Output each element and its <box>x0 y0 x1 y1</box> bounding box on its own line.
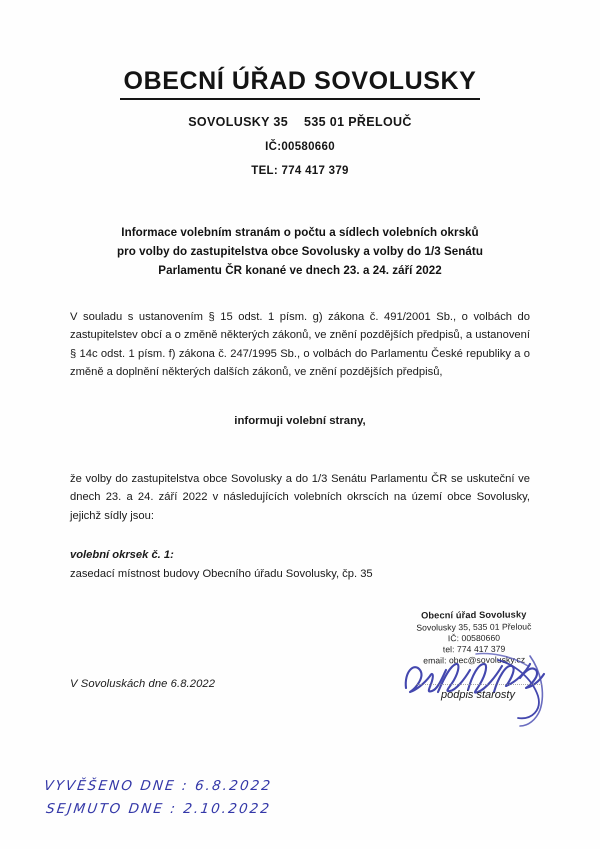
signature-area <box>380 648 580 728</box>
organization-ico: IČ:00580660 <box>265 141 335 153</box>
polling-district-label: volební okrsek č. 1: <box>70 549 174 561</box>
organization-title: OBECNÍ ÚŘAD SOVOLUSKY <box>120 68 481 100</box>
organization-address <box>0 115 600 129</box>
place-and-date: V Sovoluskách dne 6.8.2022 <box>70 678 216 690</box>
signature-caption: podpis starosty <box>441 689 515 701</box>
removed-date-note: SEJMUTO DNE : 2.10.2022 <box>45 801 272 818</box>
legal-basis-paragraph: V souladu s ustanovením § 15 odst. 1 písm. g) zákona č. 491/2001 Sb., o volbách do zastupitelstev obcí a o změně některých zákonů, ve znění pozdějších předpisů, a ustanovení § 14c odst. 1 písm. f) zákona č. 247/1995 Sb., o volbách do Parlamentu České republiky a o změně a doplnění některých dalších zákonů, ve znění pozdějších předpisů, <box>70 311 530 379</box>
stamp-organization-name: Obecní úřad Sovolusky <box>420 609 527 621</box>
heading-line-3: Parlamentu ČR konané ve dnech 23. a 24. září 2022 <box>158 263 442 277</box>
address-street: SOVOLUSKY 35 <box>188 115 289 129</box>
handwritten-signature-icon <box>380 648 580 728</box>
signature-rule <box>416 684 542 685</box>
letterhead <box>0 68 600 177</box>
stamp-tel: tel: 774 417 379 <box>442 643 506 655</box>
posted-date-note: VYVĚŠENO DNE : 6.8.2022 <box>43 778 273 794</box>
stamp-address: Sovolusky 35, 535 01 Přelouč <box>416 621 532 633</box>
posting-record-notes <box>44 775 272 821</box>
stamp-email: email: obec@sovolusky.cz <box>423 654 526 666</box>
heading-line-1: Informace volebním stranám o počtu a sídlech volebních okrsků <box>121 226 479 239</box>
document-heading <box>70 224 530 280</box>
polling-district-location: zasedací místnost budovy Obecního úřadu Sovolusky, čp. 35 <box>70 567 373 580</box>
polling-district-entry <box>70 547 530 584</box>
heading-line-2: pro volby do zastupitelstva obce Sovolusky a volby do 1/3 Senátu <box>117 244 483 258</box>
address-city: 535 01 PŘELOUČ <box>304 115 412 129</box>
districts-intro-paragraph: že volby do zastupitelstva obce Sovolusky a do 1/3 Senátu Parlamentu ČR se uskuteční ve dnech 23. a 24. září 2022 v následujících volebních okrscích na území obce Sovolusky, jejichž sídly jsou: <box>70 473 530 522</box>
organization-tel: TEL: 774 417 379 <box>251 165 349 177</box>
stamp-ico: IČ: 00580660 <box>447 632 501 644</box>
declaration-line: informuji volební strany, <box>234 415 366 427</box>
